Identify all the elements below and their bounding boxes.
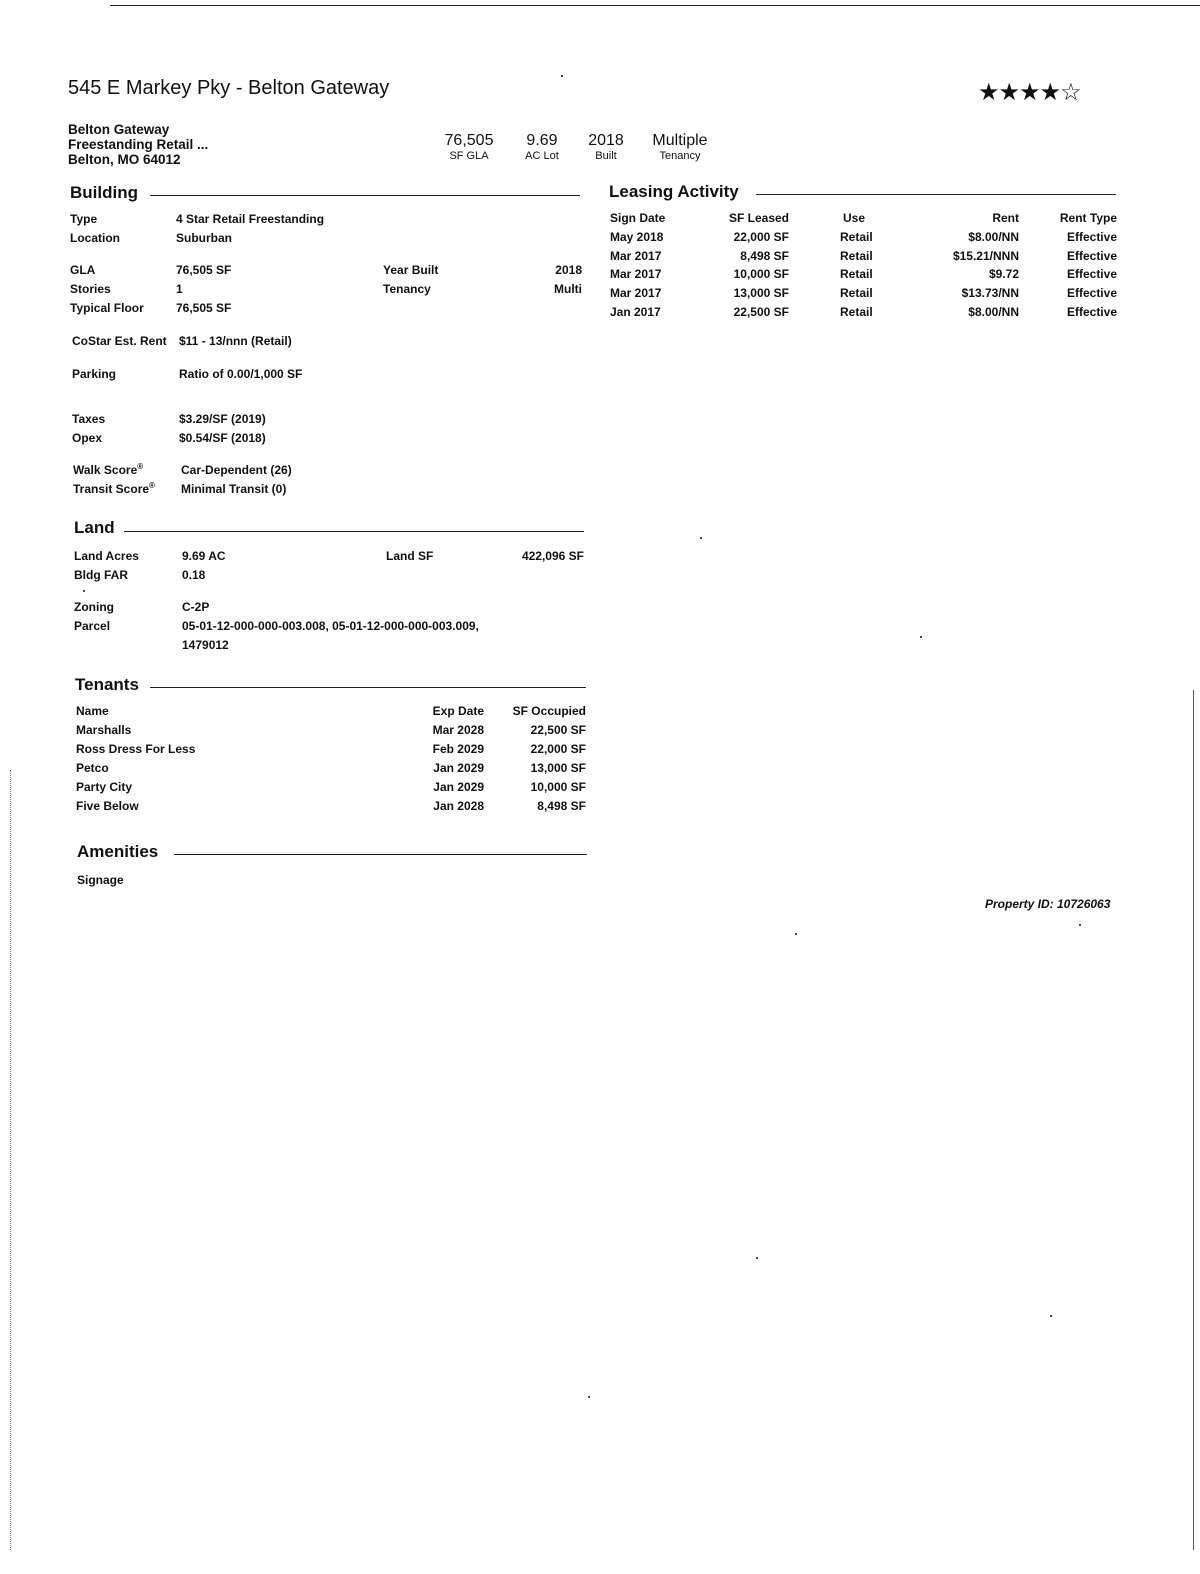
lease-date: Jan 2017: [610, 305, 661, 319]
field-value: 1479012: [182, 638, 229, 652]
section-rule: [174, 854, 587, 855]
transit-score-label: Transit Score: [73, 482, 150, 496]
lease-rent: $9.72: [988, 267, 1019, 281]
lease-date: Mar 2017: [610, 249, 662, 263]
field-value: 9.69 AC: [182, 549, 226, 563]
tenant-exp-date: Jan 2029: [433, 780, 484, 794]
tenant-name: Ross Dress For Less: [76, 742, 196, 756]
lease-rent: $13.73/NN: [961, 286, 1019, 300]
lease-date: Mar 2017: [610, 267, 662, 281]
lease-rent: $8.00/NN: [968, 305, 1019, 319]
property-city: Belton, MO 64012: [68, 152, 181, 167]
section-heading-leasing: Leasing Activity: [609, 182, 739, 201]
field-value: $3.29/SF (2019): [179, 412, 266, 426]
lease-date: May 2018: [610, 230, 664, 244]
field-label: Location: [70, 231, 120, 245]
lease-rent-type: Effective: [1066, 230, 1117, 244]
scan-speck: [1079, 924, 1081, 926]
tenant-exp-date: Mar 2028: [432, 723, 484, 737]
scan-speck: [795, 933, 797, 935]
lease-rent-type: Effective: [1066, 267, 1117, 281]
field-label: Land SF: [386, 549, 434, 563]
registered-mark-icon: ®: [149, 481, 155, 490]
section-heading-amenities: Amenities: [77, 842, 159, 861]
field-value: 1: [176, 282, 183, 296]
scan-speck: [588, 1396, 590, 1398]
lease-sf: 13,000 SF: [733, 286, 789, 300]
field-label: Stories: [70, 282, 111, 296]
lease-use: Retail: [840, 305, 873, 319]
field-label: GLA: [70, 263, 96, 277]
section-heading-land: Land: [74, 518, 115, 537]
field-label: Typical Floor: [70, 301, 144, 315]
tenant-name: Petco: [76, 761, 109, 775]
section-rule: [150, 687, 586, 688]
scan-speck: [700, 537, 702, 539]
column-header: Rent: [992, 211, 1019, 225]
lease-sf: 22,000 SF: [733, 230, 789, 244]
lease-sf: 8,498 SF: [740, 249, 789, 263]
column-header: SF Leased: [728, 211, 789, 225]
field-label: Opex: [72, 431, 103, 445]
lease-rent: $8.00/NN: [968, 230, 1019, 244]
lease-rent-type: Effective: [1066, 286, 1117, 300]
tenant-sf: 22,000 SF: [530, 742, 586, 756]
field-value: Ratio of 0.00/1,000 SF: [179, 367, 303, 381]
property-address: [68, 122, 208, 167]
scan-speck: [83, 590, 85, 592]
tenant-exp-date: Jan 2028: [433, 799, 484, 813]
lease-use: Retail: [840, 249, 873, 263]
tenant-name: Party City: [76, 780, 133, 794]
field-label: Parcel: [74, 619, 111, 633]
metric-built: 2018 Built: [588, 132, 624, 162]
column-header: SF Occupied: [512, 704, 586, 718]
amenity-item: Signage: [77, 873, 124, 887]
field-value: $11 - 13/nnn (Retail): [179, 334, 292, 348]
tenant-exp-date: Jan 2029: [433, 761, 484, 775]
field-value: 76,505 SF: [176, 263, 232, 277]
field-value: 05-01-12-000-000-003.008, 05-01-12-000-000-003.009,: [182, 619, 479, 633]
lease-rent-type: Effective: [1066, 249, 1117, 263]
lease-rent-type: Effective: [1066, 305, 1117, 319]
field-value: Suburban: [176, 231, 232, 245]
registered-mark-icon: ®: [137, 462, 144, 471]
scan-left-edge: [10, 770, 11, 1550]
lease-use: Retail: [840, 267, 873, 281]
field-label: Tenancy: [383, 282, 431, 296]
field-value: 76,505 SF: [176, 301, 232, 315]
lease-sf: 22,500 SF: [733, 305, 789, 319]
column-header: Rent Type: [1059, 211, 1117, 225]
tenant-sf: 13,000 SF: [530, 761, 586, 775]
scan-speck: [561, 75, 563, 77]
section-rule: [150, 195, 580, 196]
scan-speck: [920, 636, 922, 638]
section-heading-building: Building: [70, 183, 138, 202]
lease-use: Retail: [840, 230, 873, 244]
field-value: 0.18: [182, 568, 206, 582]
walk-score-label: Walk Score: [73, 463, 138, 477]
field-value: 4 Star Retail Freestanding: [176, 212, 325, 226]
field-label: Parking: [72, 367, 117, 381]
field-label: [73, 463, 143, 479]
column-header: Sign Date: [610, 211, 666, 225]
field-label: Type: [70, 212, 98, 226]
star-rating-icon: ★★★★☆: [978, 79, 1081, 106]
lease-date: Mar 2017: [610, 286, 662, 300]
field-value: 422,096 SF: [521, 549, 584, 563]
page-title: 545 E Markey Pky - Belton Gateway: [68, 77, 390, 99]
scan-speck: [756, 1257, 758, 1259]
lease-sf: 10,000 SF: [733, 267, 789, 281]
section-heading-tenants: Tenants: [75, 675, 139, 694]
metric-tenancy: Multiple Tenancy: [652, 132, 708, 162]
property-name: Belton Gateway: [68, 122, 170, 137]
field-label: Land Acres: [74, 549, 139, 563]
field-value: Multi: [554, 282, 582, 296]
field-value: Minimal Transit (0): [181, 482, 287, 496]
lease-rent: $15.21/NNN: [952, 249, 1019, 263]
column-header: Exp Date: [432, 704, 484, 718]
field-value: C-2P: [182, 600, 210, 614]
field-label: CoStar Est. Rent: [72, 334, 167, 348]
property-id: Property ID: 10726063: [985, 897, 1111, 911]
tenant-name: Marshalls: [76, 723, 132, 737]
tenant-sf: 22,500 SF: [530, 723, 586, 737]
field-label: Bldg FAR: [74, 568, 128, 582]
section-rule: [124, 531, 584, 532]
field-label: [73, 482, 155, 498]
section-rule: [756, 194, 1116, 195]
field-label: Year Built: [383, 263, 439, 277]
field-value: $0.54/SF (2018): [179, 431, 266, 445]
tenant-sf: 8,498 SF: [537, 799, 586, 813]
scan-speck: [1050, 1315, 1052, 1317]
field-value: 2018: [555, 263, 582, 277]
tenant-exp-date: Feb 2029: [432, 742, 484, 756]
column-header: Name: [76, 704, 109, 718]
metric-lot: 9.69 AC Lot: [525, 132, 559, 162]
scan-right-edge: [1193, 690, 1194, 1550]
field-value: Car-Dependent (26): [181, 463, 292, 477]
field-label: Taxes: [72, 412, 106, 426]
column-header: Use: [843, 211, 866, 225]
tenant-name: Five Below: [76, 799, 139, 813]
property-subtype: Freestanding Retail ...: [68, 137, 209, 152]
tenant-sf: 10,000 SF: [530, 780, 586, 794]
metric-gla: 76,505 SF GLA: [444, 132, 494, 162]
field-label: Zoning: [74, 600, 114, 614]
scan-top-line: [110, 5, 1200, 6]
lease-use: Retail: [840, 286, 873, 300]
